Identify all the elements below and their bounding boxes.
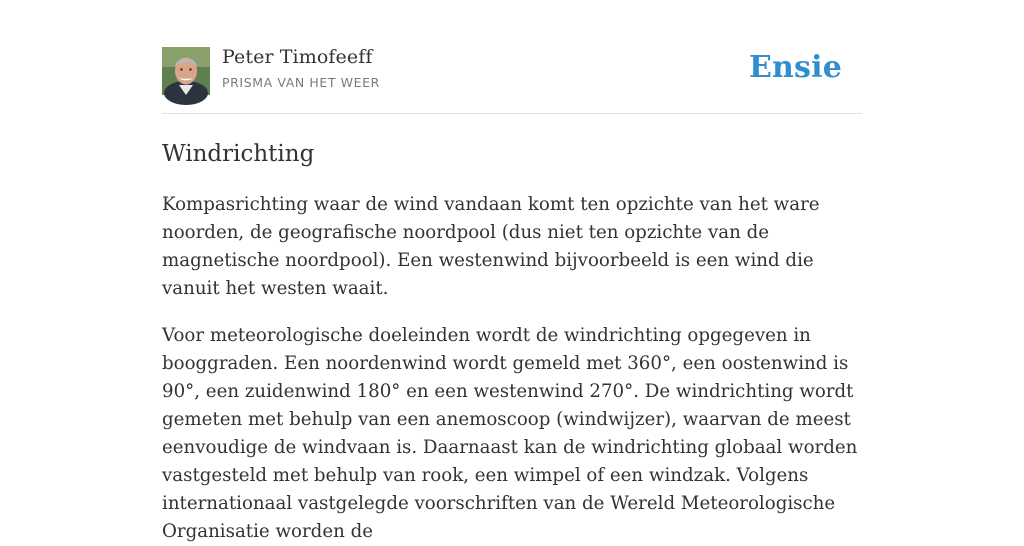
author-name[interactable]: Peter Timofeeff — [222, 46, 373, 68]
article-title: Windrichting — [162, 141, 315, 167]
ensie-logo[interactable]: Ensie — [748, 50, 842, 85]
author-subtitle[interactable]: PRISMA VAN HET WEER — [222, 75, 380, 90]
article-paragraph: Voor meteorologische doeleinden wordt de windrichting opgegeven in booggraden. Een noordenwind wordt gemeld met 360°, een oostenwind is 90°, een zuidenwind 180° en een westenwind 270°. De windrichting wordt gemeten met behulp van een anemoscoop (windwijzer), waarvan de meest eenvoudige de windvaan is. Daarnaast kan de windrichting globaal worden vastgesteld met behulp van rook, een wimpel of een windzak. Volgens internationaal vastgelegde voorschriften van de Wereld Meteorologische Organisatie worden de — [162, 325, 858, 542]
avatar-portrait-icon — [162, 47, 210, 95]
author-header — [162, 47, 862, 114]
author-avatar[interactable] — [162, 47, 210, 95]
article-paragraph: Kompasrichting waar de wind vandaan komt ten opzichte van het ware noorden, de geografische noordpool (dus niet ten opzichte van de magnetische noordpool). Een westenwind bijvoorbeeld is een wind die vanuit het westen waait. — [162, 194, 820, 299]
article-page — [162, 0, 862, 546]
